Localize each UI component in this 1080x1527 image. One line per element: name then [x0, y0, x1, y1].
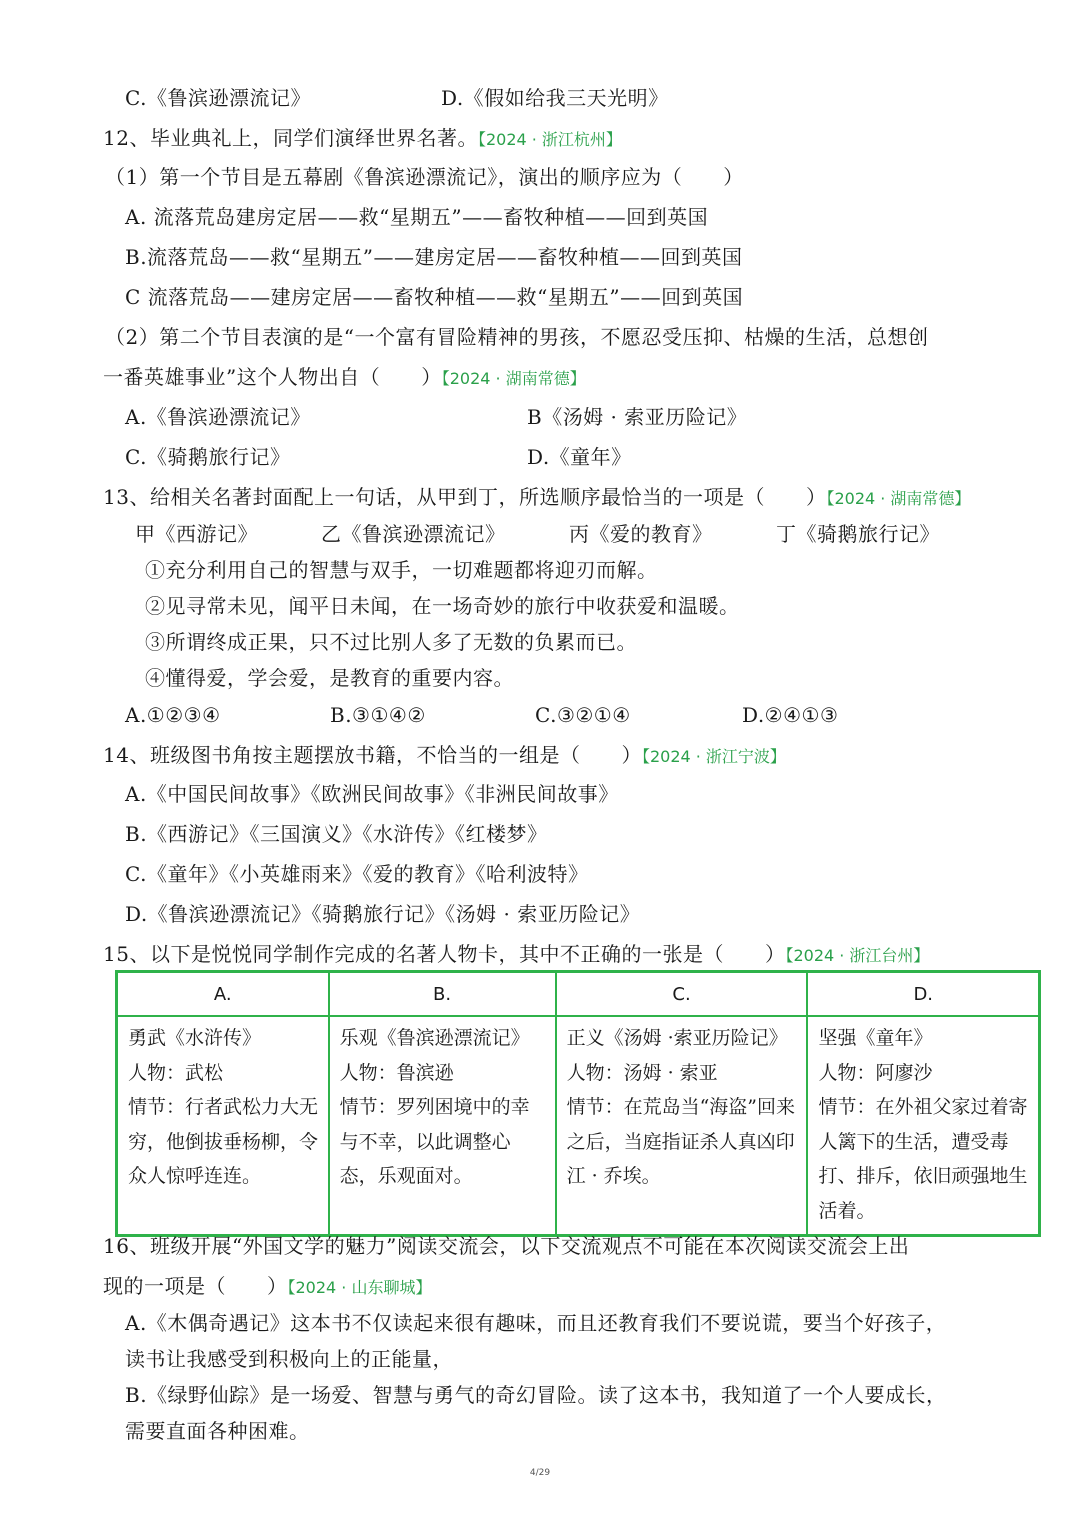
- option-c: C.《鲁滨逊漂流记》: [125, 86, 311, 110]
- question-13-option-a: A.①②③④: [125, 703, 221, 727]
- question-14-option-b: B.《西游记》《三国演义》《水浒传》《红楼梦》: [125, 822, 548, 846]
- question-16-line1: 16、班级开展“外国文学的魅力”阅读交流会，以下交流观点不可能在本次阅读交流会上出: [103, 1234, 910, 1258]
- card-b: [329, 1016, 556, 1236]
- question-12-sub1-option-c: C 流落荒岛——建房定居——畜牧种植——救“星期五”——回到英国: [125, 285, 744, 309]
- question-13-book-ding: 丁《骑鹅旅行记》: [776, 522, 940, 546]
- question-13-text: 13、给相关名著封面配上一句话，从甲到丁，所选顺序最恰当的一项是（ ）: [103, 485, 827, 509]
- question-16-option-b-line2: 需要直面各种困难。: [125, 1419, 310, 1443]
- card-c-title: 正义《汤姆 ·索亚历险记》: [566, 1027, 788, 1049]
- question-14-stem: [103, 741, 786, 771]
- question-13-option-b: B.③①④②: [330, 703, 426, 727]
- question-15-stem: [103, 940, 929, 970]
- card-d-plot: 情节：在外祖父家过着寄人篱下的生活，遭受毒打、排斥，依旧顽强地生活着。: [818, 1096, 1028, 1222]
- source-tag: 【2024 · 浙江杭州】: [477, 130, 622, 149]
- question-12-sub2-line2: [103, 363, 586, 393]
- card-header-row: [117, 972, 1040, 1017]
- question-13-sentence-2: ②见寻常未见，闻平日未闻，在一场奇妙的旅行中收获爱和温暖。: [145, 594, 740, 618]
- question-16-text: 现的一项是（ ）: [103, 1274, 288, 1298]
- card-header-b: B.: [329, 972, 556, 1017]
- question-15-text: 15、以下是悦悦同学制作完成的名著人物卡，其中不正确的一张是（ ）: [103, 942, 786, 966]
- source-tag: 【2024 · 山东聊城】: [287, 1278, 432, 1297]
- card-b-plot: 情节：罗列困境中的幸与不幸，以此调整心态，乐观面对。: [339, 1096, 530, 1187]
- card-a: [117, 1016, 329, 1236]
- question-13-book-yi: 乙《鲁滨逊漂流记》: [321, 522, 506, 546]
- question-13-option-c: C.③②①④: [535, 703, 631, 727]
- card-a-title: 勇武《水浒传》: [128, 1027, 262, 1049]
- question-12-stem: [103, 124, 622, 154]
- card-a-person: 人物：武松: [128, 1061, 224, 1084]
- card-d-person: 人物：阿廖沙: [818, 1061, 933, 1084]
- card-c: [556, 1016, 808, 1236]
- card-d-title: 坚强《童年》: [818, 1027, 933, 1049]
- question-13-sentence-4: ④懂得爱，学会爱，是教育的重要内容。: [145, 666, 514, 690]
- character-card-table: [115, 970, 1041, 1237]
- card-c-plot: 情节：在荒岛当“海盗”回来之后，当庭指证杀人真凶印江 · 乔埃。: [566, 1096, 795, 1187]
- card-c-person: 人物：汤姆 · 索亚: [566, 1061, 718, 1084]
- card-header-d: D.: [807, 972, 1039, 1017]
- source-tag: 【2024 · 湖南常德】: [826, 489, 971, 508]
- question-12-sub2-option-d: D.《童年》: [527, 445, 632, 469]
- page-number: 4/29: [529, 1468, 551, 1478]
- question-13-sentence-3: ③所谓终成正果，只不过比别人多了无数的负累而已。: [145, 630, 637, 654]
- card-b-person: 人物：鲁滨逊: [339, 1061, 454, 1084]
- card-a-plot: 情节：行者武松力大无穷，他倒拔垂杨柳，令众人惊呼连连。: [128, 1096, 319, 1187]
- question-12-sub1-option-a: A. 流落荒岛建房定居——救“星期五”——畜牧种植——回到英国: [125, 205, 709, 229]
- question-12-text: 12、毕业典礼上，同学们演绎世界名著。: [103, 126, 478, 150]
- question-12-sub2-text: 一番英雄事业”这个人物出自（ ）: [103, 365, 442, 389]
- question-13-sentence-1: ①充分利用自己的智慧与双手，一切难题都将迎刃而解。: [145, 558, 658, 582]
- card-header-a: A.: [117, 972, 329, 1017]
- option-d: D.《假如给我三天光明》: [441, 86, 669, 110]
- source-tag: 【2024 · 浙江宁波】: [641, 747, 786, 766]
- question-14-option-c: C.《童年》《小英雄雨来》《爱的教育》《哈利波特》: [125, 862, 589, 886]
- question-12-sub2-option-c: C.《骑鹅旅行记》: [125, 445, 291, 469]
- question-12-sub2-option-a: A.《鲁滨逊漂流记》: [125, 405, 311, 429]
- question-12-sub1: （1）第一个节目是五幕剧《鲁滨逊漂流记》，演出的顺序应为（ ）: [105, 165, 744, 189]
- question-12-sub2-line1: （2）第二个节目表演的是“一个富有冒险精神的男孩，不愿忍受压抑、枯燥的生活，总想创: [105, 325, 929, 349]
- card-b-title: 乐观《鲁滨逊漂流记》: [339, 1027, 530, 1049]
- card-header-c: C.: [556, 972, 808, 1017]
- question-14-text: 14、班级图书角按主题摆放书籍，不恰当的一组是（ ）: [103, 743, 642, 767]
- question-16-option-b-line1: B.《绿野仙踪》是一场爱、智慧与勇气的奇幻冒险。读了这本书，我知道了一个人要成长，: [125, 1383, 947, 1407]
- question-13-book-jia: 甲《西游记》: [135, 522, 258, 546]
- question-12-sub2-option-b: B《汤姆 · 索亚历险记》: [527, 405, 748, 429]
- question-13-book-bing: 丙《爱的教育》: [569, 522, 713, 546]
- question-14-option-d: D.《鲁滨逊漂流记》《骑鹅旅行记》《汤姆 · 索亚历险记》: [125, 902, 641, 926]
- question-16-line2: [103, 1272, 431, 1302]
- question-12-sub1-option-b: B.流落荒岛——救“星期五”——建房定居——畜牧种植——回到英国: [125, 245, 743, 269]
- source-tag: 【2024 · 湖南常德】: [441, 369, 586, 388]
- question-16-option-a-line2: 读书让我感受到积极向上的正能量，: [125, 1347, 453, 1371]
- card-body-row: [117, 1016, 1040, 1236]
- source-tag: 【2024 · 浙江台州】: [785, 946, 930, 965]
- question-13-stem: [103, 483, 970, 513]
- card-d: [807, 1016, 1039, 1236]
- question-13-option-d: D.②④①③: [742, 703, 839, 727]
- question-14-option-a: A.《中国民间故事》《欧洲民间故事》《非洲民间故事》: [125, 782, 619, 806]
- question-16-option-a-line1: A.《木偶奇遇记》这本书不仅读起来很有趣味，而且还教育我们不要说谎，要当个好孩子，: [125, 1311, 947, 1335]
